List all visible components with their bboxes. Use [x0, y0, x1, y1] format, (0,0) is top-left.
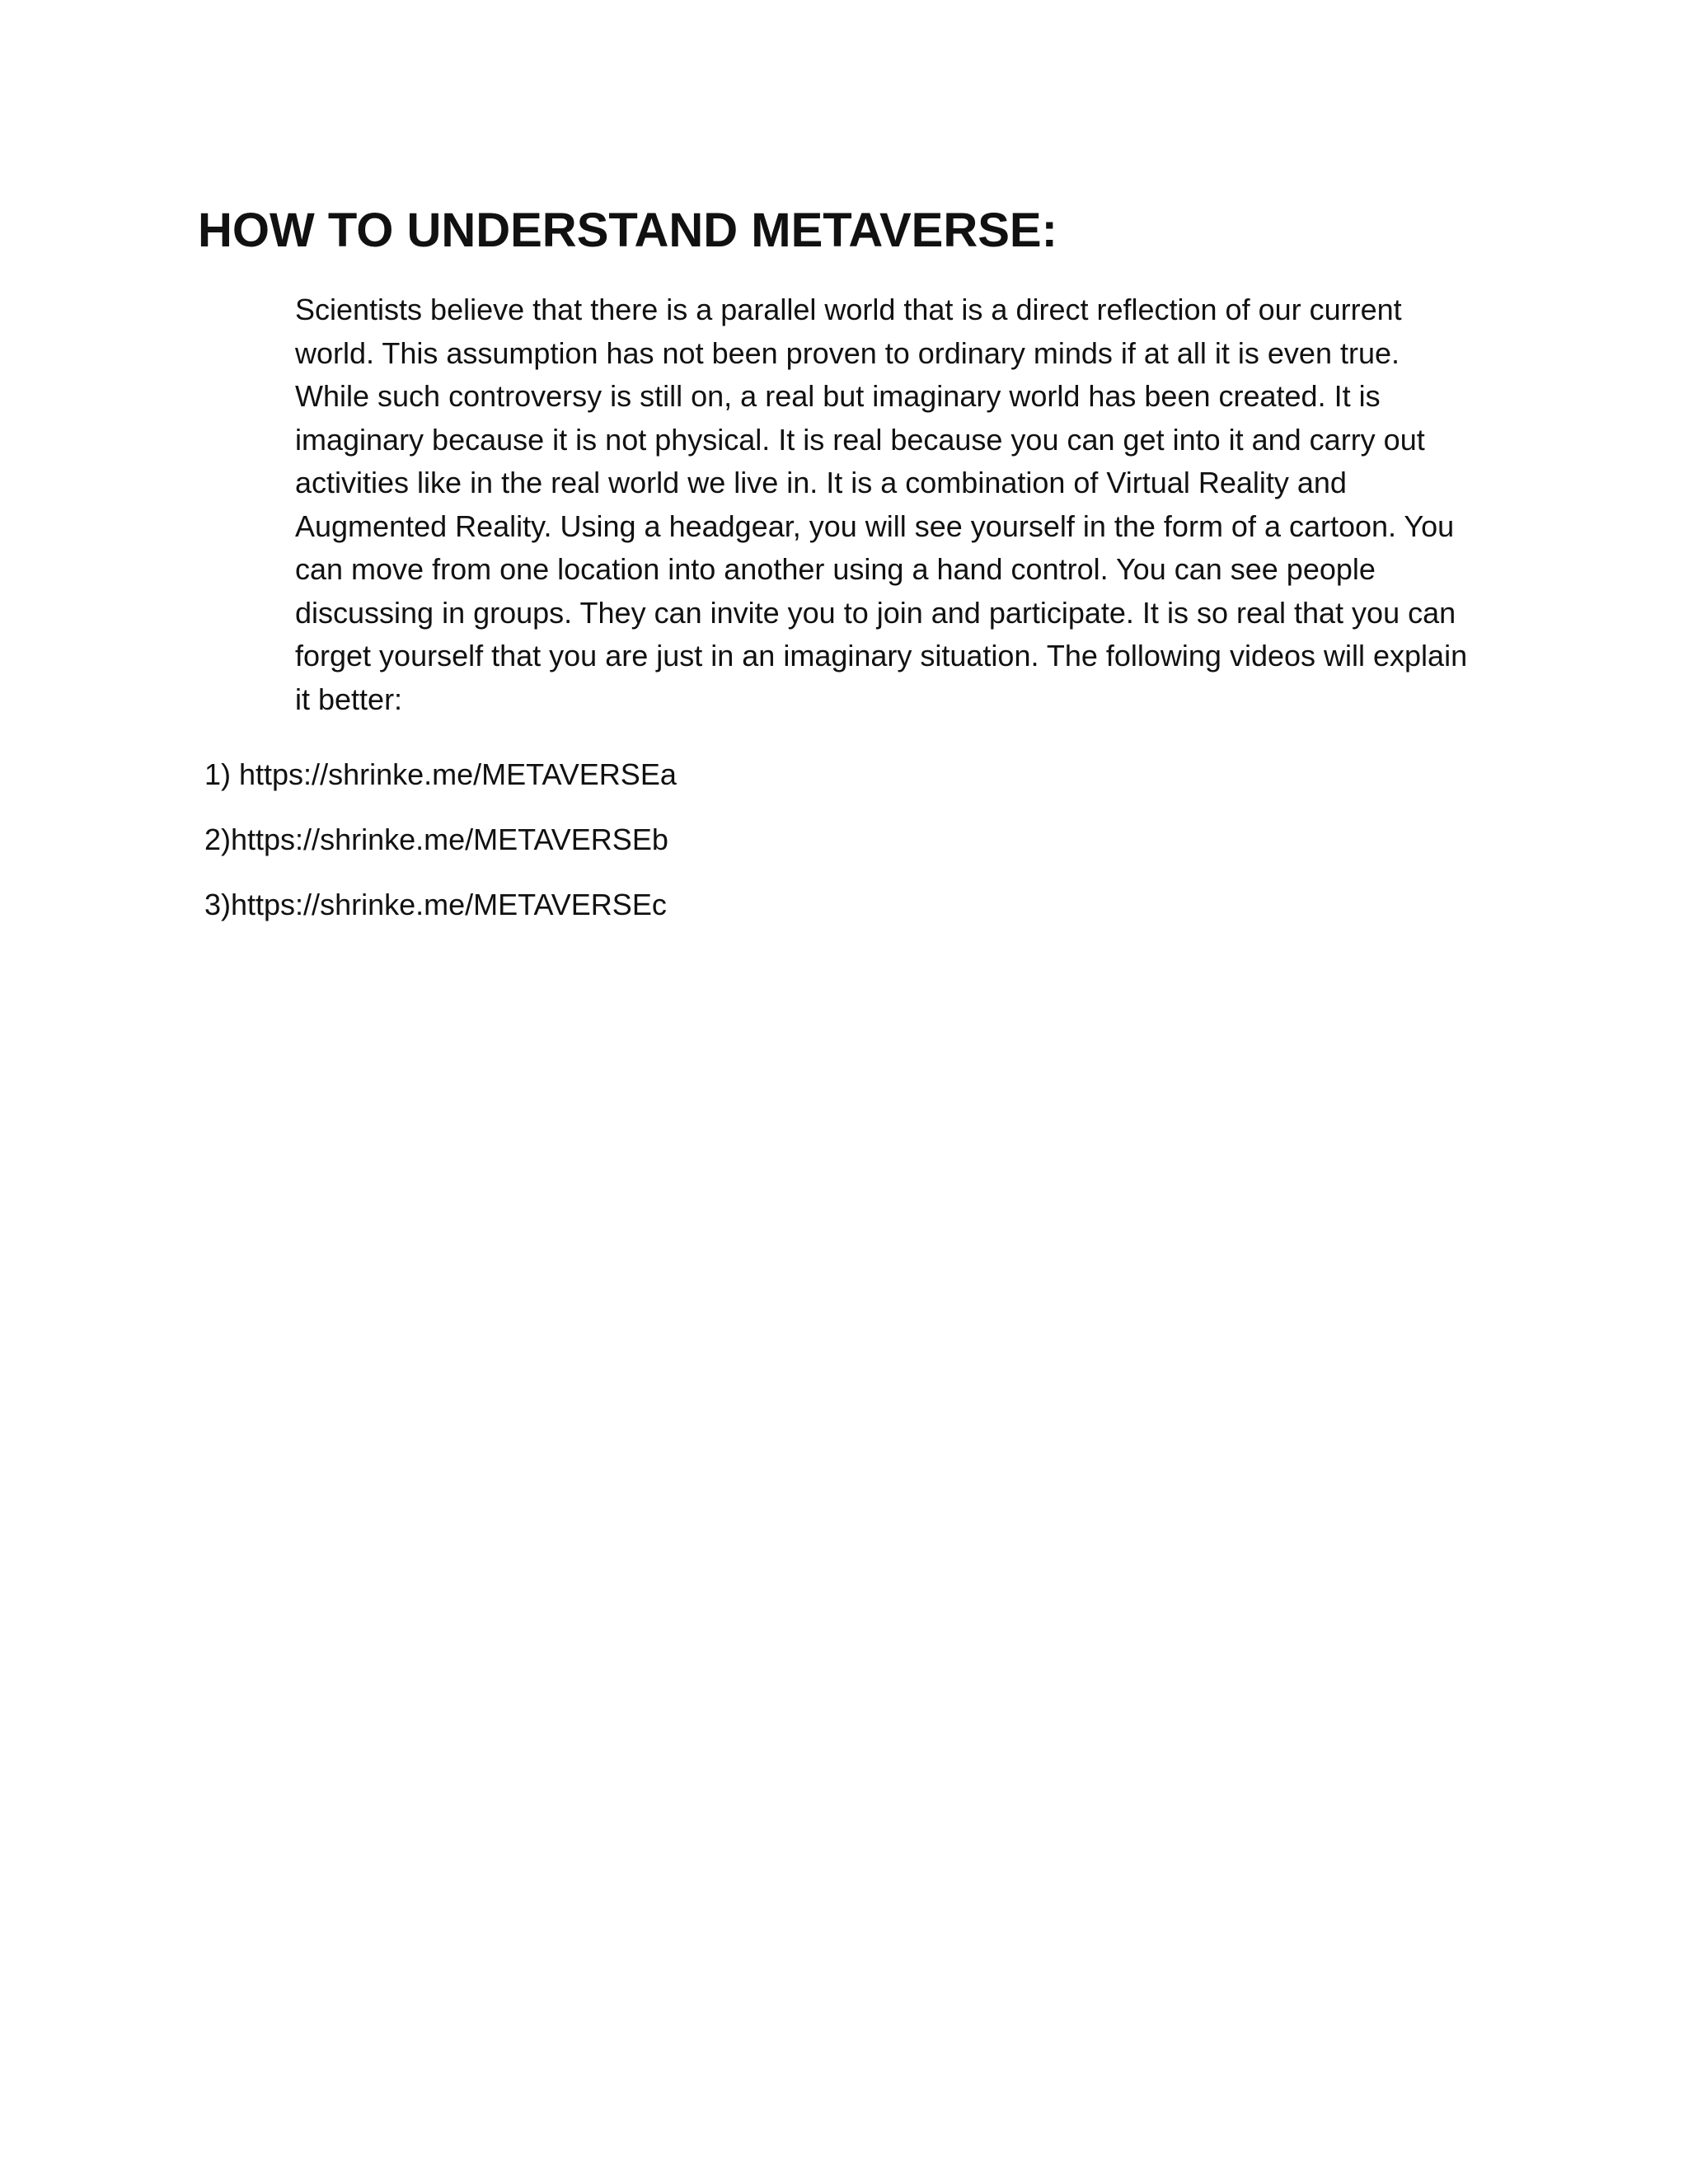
video-link-list: [204, 742, 677, 937]
video-link-item: [204, 807, 677, 872]
video-link-1[interactable]: 1) https://shrinke.me/METAVERSEa: [204, 757, 677, 791]
video-link-item: [204, 872, 677, 937]
page-title: HOW TO UNDERSTAND METAVERSE:: [198, 204, 1057, 257]
body-paragraph: Scientists believe that there is a parallel world that is a direct reflection of our current world. This assumption has not been proven to ordinary minds if at all it is even true. While such controversy is still on, a real but imaginary world has been created. It is imaginary because it is not physical. It is real because you can get into it and carry out activities like in the real world we live in. It is a combination of Virtual Reality and Augmented Reality. Using a headgear, you will see yourself in the form of a cartoon. You can move from one location into another using a hand control. You can see people discussing in groups. They can invite you to join and participate. It is so real that you can forget yourself that you are just in an imaginary situation. The following videos will explain it better:: [295, 293, 1468, 716]
video-link-item: [204, 742, 677, 807]
video-link-3[interactable]: 3)https://shrinke.me/METAVERSEc: [204, 888, 667, 921]
video-link-2[interactable]: 2)https://shrinke.me/METAVERSEb: [204, 823, 668, 856]
